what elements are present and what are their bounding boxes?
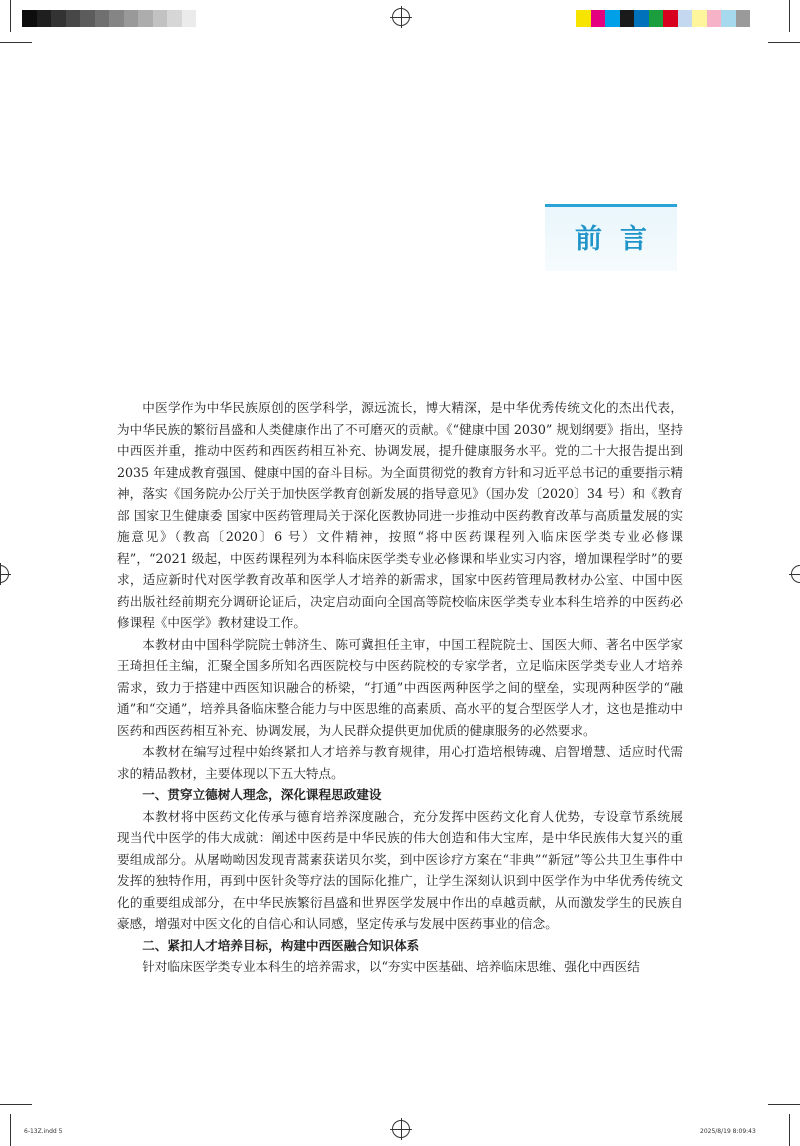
registration-mark-bottom — [390, 1118, 412, 1140]
registration-mark-right — [789, 563, 800, 585]
section-heading: 一、贯穿立德树人理念，深化课程思政建设 — [142, 787, 382, 802]
color-swatch — [51, 10, 66, 27]
color-swatch — [153, 10, 168, 27]
color-swatch — [620, 10, 635, 27]
color-swatch — [605, 10, 620, 27]
color-swatch — [95, 10, 110, 27]
file-slug: 6-13Z.indd 5 — [24, 1128, 63, 1135]
color-swatch — [182, 10, 197, 27]
color-swatch — [678, 10, 693, 27]
color-swatch — [649, 10, 664, 27]
color-swatch — [721, 10, 736, 27]
color-calibration-bar — [576, 10, 750, 27]
color-swatch — [692, 10, 707, 27]
registration-mark-top — [390, 6, 412, 28]
color-swatch — [634, 10, 649, 27]
paragraph: 本教材将中医药文化传承与德育培养深度融合，充分发挥中医药文化育人优势，专设章节系统展现当代中医学的伟大成就：阐述中医药是中华民族的伟大创造和伟大宝库，是中华民族伟大复兴的重要组成部分。从屠呦呦因发现青蒿素获诺贝尔奖，到中医诊疗方案在“非典”“新冠”等公共卫生事件中发挥的独特作用，再到中医针灸等疗法的国际化推广，让学生深刻认识到中医学作为中华优秀传统文化的重要组成部分，在中华民族繁衍昌盛和世界医学发展中作出的卓越贡献，从而激发学生的民族自豪感，增强对中医文化的自信心和认同感，坚定传承与发展中医药事业的信念。 — [117, 808, 683, 931]
color-swatch — [124, 10, 139, 27]
color-swatch — [138, 10, 153, 27]
crop-mark — [768, 42, 800, 43]
color-swatch — [66, 10, 81, 27]
color-swatch — [22, 10, 37, 27]
color-swatch — [37, 10, 52, 27]
crop-mark — [10, 1114, 11, 1146]
paragraph: 本教材在编写过程中始终紧扣人才培养与教育规律，用心打造培根铸魂、启智增慧、适应时代需求的精品教材，主要体现以下五大特点。 — [117, 744, 683, 781]
paragraph: 中医学作为中华民族原创的医学科学，源远流长，博大精深，是中华优秀传统文化的杰出代表，为中华民族的繁衍昌盛和人类健康作出了不可磨灭的贡献。《“健康中国 2030” 规划纲要》指出，坚持中西医并重，推动中医药和西医药相互补充、协调发展，提升健康服务水平。党的二十大报告提出到 2035 年建成教育强国、健康中国的奋斗目标。为全面贯彻党的教育方针和习近平总书记的重要指示精神，落实《国务院办公厅关于加快医学教育创新发展的指导意见》（国办发〔2020〕34 号）和《教育部 国家卫生健康委 国家中医药管理局关于深化医教协同进一步推动中医药教育改革与高质量发展的实施意见》（教高〔2020〕6 号）文件精神，按照“将中医药课程列入临床医学类专业必修课程”，“2021 级起，中医药课程列为本科临床医学类专业必修课和毕业实习内容，增加课程学时”的要求，适应新时代对医学教育改革和医学人才培养的新需求，国家中医药管理局教材办公室、中国中医药出版社经前期充分调研论证后，决定启动面向全国高等院校临床医学类专业本科生培养的中医药必修课程《中医学》教材建设工作。 — [117, 400, 683, 630]
color-swatch — [591, 10, 606, 27]
crop-mark — [789, 0, 790, 32]
title-banner — [545, 204, 677, 271]
section-heading: 二、紧扣人才培养目标，构建中西医融合知识体系 — [142, 937, 420, 953]
color-swatch — [80, 10, 95, 27]
crop-mark — [789, 1114, 790, 1146]
color-swatch — [707, 10, 722, 27]
crop-mark — [10, 0, 11, 32]
page-title: 前言 — [575, 224, 665, 255]
paragraph: 本教材由中国科学院院士韩济生、陈可冀担任主审，中国工程院院士、国医大师、著名中医学家王琦担任主编，汇聚全国多所知名西医院校与中医药院校的专家学者，立足临床医学类专业人才培养需求，致力于搭建中西医知识融合的桥梁，“打通”中西医两种医学之间的壁垒，实现两种医学的“融通”和“交通”，培养具备临床整合能力与中医思维的高素质、高水平的复合型医学人才，这也是推动中医药和西医药相互补充、协调发展，为人民群众提供更加优质的健康服务的必然要求。 — [117, 636, 683, 738]
timestamp-slug: 2025/8/19 8:09:43 — [700, 1128, 756, 1135]
color-swatch — [663, 10, 678, 27]
registration-mark-left — [0, 563, 11, 585]
crop-mark — [768, 1104, 800, 1105]
crop-mark — [0, 42, 32, 43]
color-swatch — [167, 10, 182, 27]
color-swatch — [109, 10, 124, 27]
color-swatch — [576, 10, 591, 27]
crop-mark — [0, 1104, 32, 1105]
preface-body — [117, 397, 683, 978]
color-swatch — [736, 10, 751, 27]
paragraph: 针对临床医学类专业本科生的培养需求，以“夯实中医基础、培养临床思维、强化中西医结 — [142, 959, 640, 974]
grayscale-calibration-bar — [22, 10, 196, 27]
